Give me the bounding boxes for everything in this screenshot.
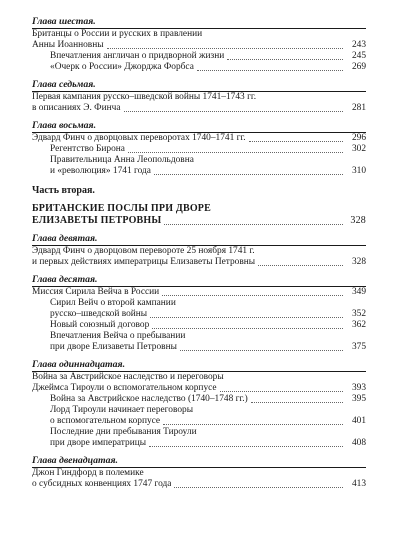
subentry-title: Впечатления Вейча о пребывании [50,331,186,341]
toc-subentry [32,166,366,177]
chapter-heading: Глава восьмая. [32,120,366,133]
page-number: 328 [350,215,366,226]
dot-leader [152,328,343,329]
toc-subentry [32,394,366,405]
chapter-heading: Глава десятая. [32,274,366,287]
dot-leader [164,224,343,225]
chapter-9 [32,233,366,268]
part-heading: ЕЛИЗАВЕТЫ ПЕТРОВНЫ [32,215,162,226]
dot-leader [149,446,343,447]
subentry-title: и «революция» 1741 года [50,166,151,176]
toc-subentry [32,309,366,320]
dot-leader [163,424,343,425]
toc-subentry [32,342,366,353]
toc-subentry [32,51,366,62]
dot-leader [249,141,343,142]
chapter-11 [32,359,366,449]
page-number: 408 [351,438,366,448]
chapter-heading: Глава шестая. [32,16,366,29]
subentry-title: при дворе императрицы [50,438,147,448]
page-number: 401 [351,416,366,426]
page-number: 302 [351,144,366,154]
toc-entry [32,287,366,298]
dot-leader [107,48,343,49]
subentry-title: Сирил Вейч о второй кампании [50,298,176,308]
page-number: 328 [351,257,366,267]
page-number: 393 [351,383,366,393]
chapter-title-line: о субсидных конвенциях 1747 года [32,479,172,489]
subentry-title: о вспомогательном корпусе [50,416,161,426]
toc-entry [32,257,366,268]
chapter-title-line: Британцы о России и русских в правлении [32,29,203,39]
subentry-title: при дворе Елизаветы Петровны [50,342,177,352]
dot-leader [227,59,343,60]
subentry-title: «Очерк о России» Джорджа Форбса [50,62,194,72]
dot-leader [154,174,343,175]
subentry-title: Впечатления англичан о придворной жизни [50,51,225,61]
dot-leader [174,487,343,488]
chapter-title-line: Война за Австрийское наследство и переговоры [32,372,224,382]
chapter-title-line: в описаниях Э. Финча [32,103,121,113]
page-number: 395 [351,394,366,404]
chapter-heading: Глава седьмая. [32,79,366,92]
chapter-7 [32,79,366,114]
dot-leader [180,350,343,351]
toc-subentry [32,438,366,449]
subentry-title: Война за Австрийское наследство (1740–1748 гг.) [50,394,248,404]
chapter-title-line: Эдвард Финч о дворцовых переворотах 1740–1741 гг. [32,133,246,143]
toc-subentry [32,144,366,155]
page-number: 352 [351,309,366,319]
page-number: 362 [351,320,366,330]
toc-subentry [32,416,366,427]
page-number: 243 [351,40,366,50]
subentry-title: Последние дни пребывания Тироули [50,427,197,437]
page-number: 349 [351,287,366,297]
chapter-title-line: Анны Иоанновны [32,40,104,50]
chapter-title-line: Джон Гиндфорд в полемике [32,468,144,478]
chapter-heading: Глава двенадцатая. [32,455,366,468]
subentry-title: Лорд Тироули начинает переговоры [50,405,194,415]
page-number: 281 [351,103,366,113]
dot-leader [197,70,343,71]
chapter-heading: Глава девятая. [32,233,366,246]
subentry-title: Регентство Бирона [50,144,125,154]
dot-leader [162,295,343,296]
page-number: 310 [351,166,366,176]
toc-entry [32,479,366,490]
chapter-12 [32,455,366,490]
toc-entry [32,40,366,51]
page-number: 245 [351,51,366,61]
dot-leader [124,111,344,112]
chapter-8 [32,120,366,177]
page-number: 296 [351,133,366,143]
toc-entry [32,103,366,114]
dot-leader [258,265,343,266]
chapter-10 [32,274,366,353]
part-heading: БРИТАНСКИЕ ПОСЛЫ ПРИ ДВОРЕ [32,203,211,214]
chapter-title-line: Первая кампания русско–шведской войны 1741–1743 гг. [32,92,257,102]
toc-entry [32,133,366,144]
chapter-title-line: Джеймса Тироули о вспомогательном корпусе [32,383,217,393]
subentry-title: русско–шведской войны [50,309,148,319]
chapter-6 [32,16,366,73]
toc-subentry [32,62,366,73]
toc-entry [32,383,366,394]
dot-leader [220,391,343,392]
subentry-title: Новый союзный договор [50,320,150,330]
chapter-heading: Глава одиннадцатая. [32,359,366,372]
part-title: Часть вторая. [32,185,95,196]
toc-entry [32,215,366,227]
dot-leader [128,152,343,153]
dot-leader [150,317,343,318]
chapter-title-line: Миссия Сирила Вейча в России [32,287,160,297]
dot-leader [251,402,343,403]
chapter-title-line: и первых действиях императрицы Елизаветы Петровны [32,257,256,267]
page-number: 413 [351,479,366,489]
chapter-title-line: Эдвард Финч о дворцовом перевороте 25 ноября 1741 г. [32,246,255,256]
page-number: 375 [351,342,366,352]
page-number: 269 [351,62,366,72]
toc-subentry [32,320,366,331]
subentry-title: Правительница Анна Леопольдовна [50,155,194,165]
